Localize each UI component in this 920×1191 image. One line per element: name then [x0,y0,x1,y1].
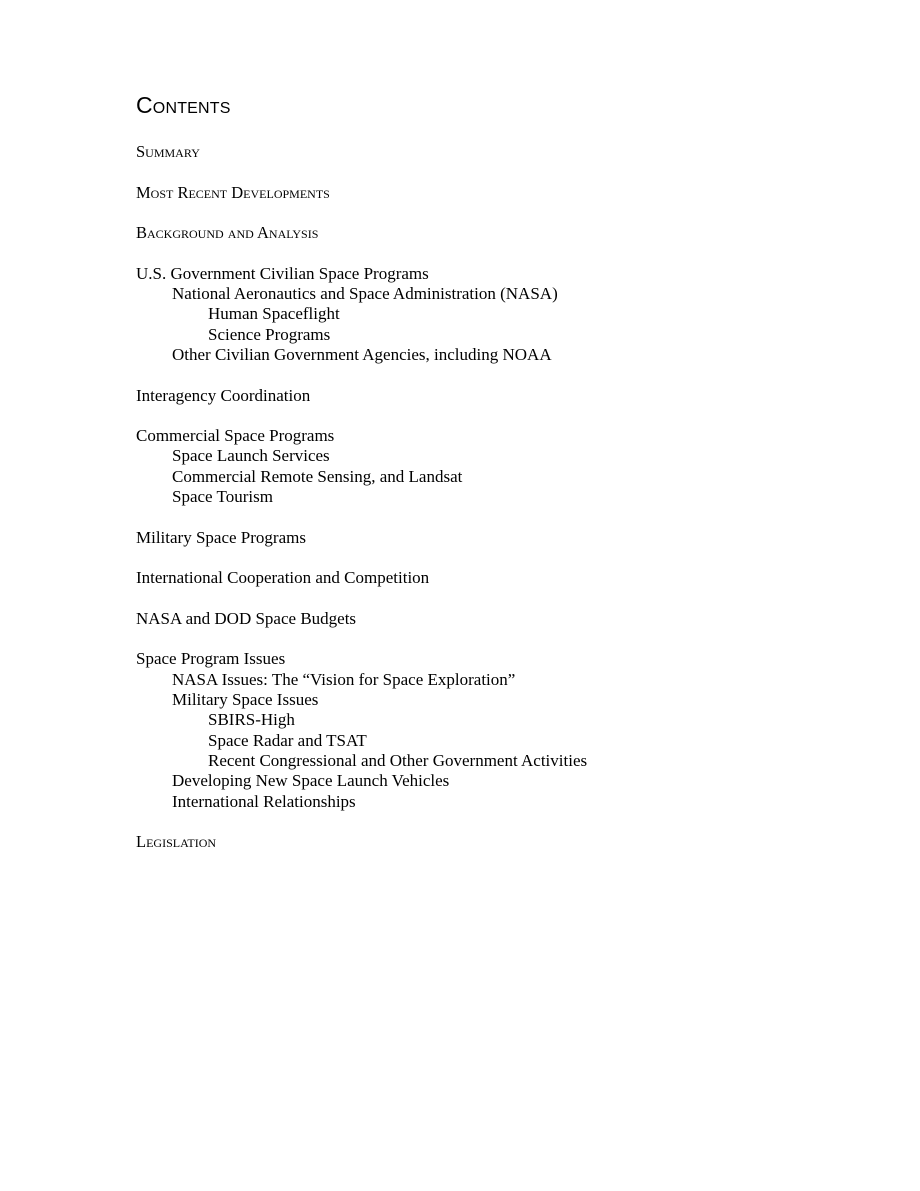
toc-entry-commercial-remote-sensing[interactable]: Commercial Remote Sensing, and Landsat [172,466,463,486]
toc-entry-space-launch-services[interactable]: Space Launch Services [172,446,330,466]
toc-entry-legislation[interactable]: Legislation [136,832,217,852]
toc-entry-interagency-coordination[interactable]: Interagency Coordination [136,385,311,405]
table-of-contents [136,142,836,852]
toc-entry-nasa[interactable]: National Aeronautics and Space Administration (NASA) [172,284,558,304]
toc-entry-us-gov-civilian-space-programs[interactable]: U.S. Government Civilian Space Programs [136,263,429,283]
toc-entry-most-recent-developments[interactable]: Most Recent Developments [136,182,330,202]
toc-entry-recent-congressional-activities[interactable]: Recent Congressional and Other Government Activities [208,750,588,770]
toc-entry-nasa-issues[interactable]: NASA Issues: The “Vision for Space Exploration” [172,669,516,689]
toc-entry-sbirs-high[interactable]: SBIRS-High [208,710,295,730]
toc-entry-other-civilian-agencies[interactable]: Other Civilian Government Agencies, including NOAA [172,344,552,364]
toc-entry-military-space-programs[interactable]: Military Space Programs [136,527,306,547]
toc-entry-space-program-issues[interactable]: Space Program Issues [136,649,286,669]
toc-entry-military-space-issues[interactable]: Military Space Issues [172,690,319,710]
toc-entry-background-and-analysis[interactable]: Background and Analysis [136,223,319,243]
toc-entry-international-cooperation[interactable]: International Cooperation and Competition [136,568,430,588]
toc-entry-commercial-space-programs[interactable]: Commercial Space Programs [136,426,335,446]
toc-entry-new-launch-vehicles[interactable]: Developing New Space Launch Vehicles [172,771,450,791]
toc-entry-space-budgets[interactable]: NASA and DOD Space Budgets [136,608,357,628]
toc-entry-space-radar-and-tsat[interactable]: Space Radar and TSAT [208,730,367,750]
toc-entry-international-relationships[interactable]: International Relationships [172,791,356,811]
toc-entry-human-spaceflight[interactable]: Human Spaceflight [208,304,340,324]
toc-entry-science-programs[interactable]: Science Programs [208,324,331,344]
page-title: Contents [136,92,231,118]
toc-entry-summary[interactable]: Summary [136,142,200,161]
toc-entry-space-tourism[interactable]: Space Tourism [172,487,273,507]
